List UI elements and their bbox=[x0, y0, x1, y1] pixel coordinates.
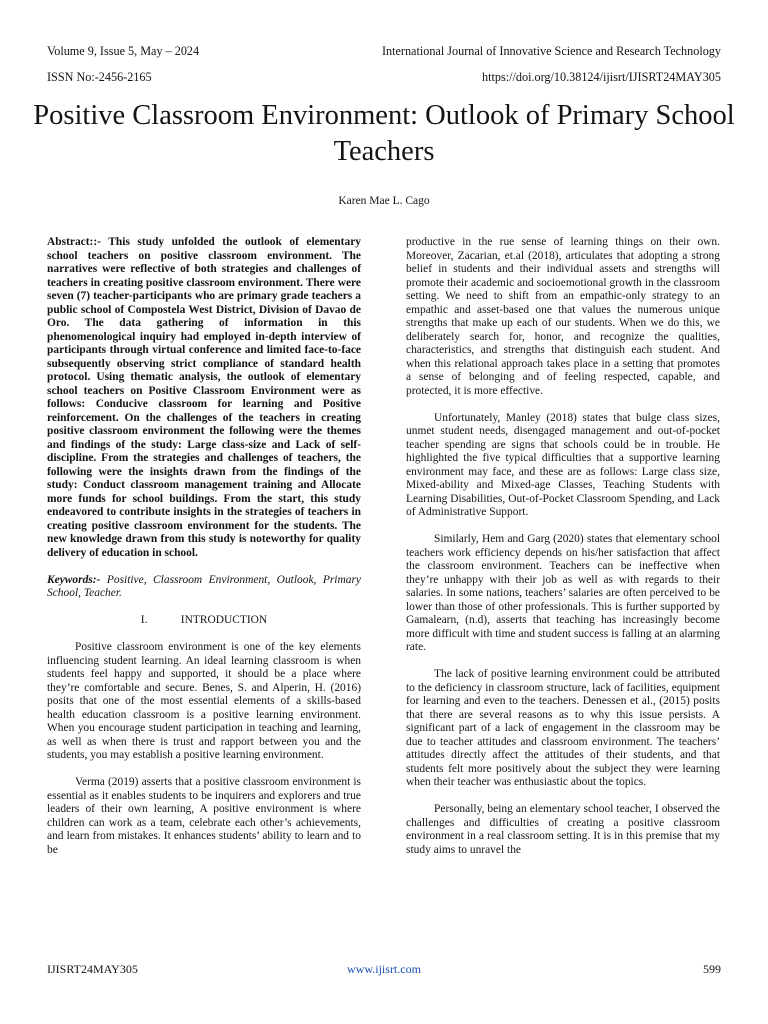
abstract bbox=[47, 236, 361, 560]
body-paragraph: Personally, being an elementary school teacher, I observed the challenges and difficulties of creating a positive classroom environment in a real classroom setting. It is in this premise that my study aims to unravel the bbox=[406, 803, 720, 856]
right-column bbox=[406, 236, 720, 857]
page-number: 599 bbox=[703, 962, 721, 976]
left-column bbox=[47, 236, 361, 857]
section-title: INTRODUCTION bbox=[180, 614, 268, 626]
section-heading bbox=[47, 614, 361, 628]
abstract-text: This study unfolded the outlook of elementary school teachers on positive classroom environment. The narratives were reflective of both strategies and challenges of teachers in creating positive classroom environment. There were seven (7) teacher-participants who are primary grade teachers a public school of Compostela West District, Division of Davao de Oro. The data gathering of information in this phenomenological inquiry had employed in-depth interview of participants through virtual conference and limited face-to-face subsequently observing strict compliance of standard health protocol. Using thematic analysis, the outlook of elementary school teachers on Positive Classroom Environment were as follows: Conducive classroom for learning and Positive reinforcement. On the challenges of the teachers in creating positive classroom environment the following were the themes and findings of the study: Large class-size and Lack of self-discipline. From the strategies and challenges of teachers, the following were the insights drawn from the findings of the study: Conduct classroom management training and Allocate more funds for school buildings. From the start, this study endeavored to contribute insights in the strategies of teachers in creating positive classroom environment for the students. The new knowledge drawn from this study is noteworthy for quality delivery of education in school. bbox=[47, 236, 361, 559]
body-paragraph: Positive classroom environment is one of the key elements influencing student learning. An ideal learning classroom is when students feel happy and supported, it should be a place where they’re comfortable and secure. Benes, S. and Alperin, H. (2016) posits that one of the most essential elements of a skills-based health education classroom is a positive learning environment. When you encourage student participation in teaching and learning, as well as when there is trust and rapport between you and the students, you may establish a positive learning environment. bbox=[47, 641, 361, 761]
keywords-label: Keywords:- bbox=[47, 573, 101, 586]
body-paragraph: productive in the rue sense of learning things on their own. Moreover, Zacarian, et.al (2018), articulates that adopting a strong belief in students and their individual assets and strengths will promote their academic and socioemotional growth in the classroom setting. We need to shift from an empathic-only strategy to an empathic and asset-based one that values the numerous unique strengths that make up each of our students. When we do this, we deliberately search for, honor, and recognize the qualities, characteristics, and strengths that distinguish each student. And when this relational approach takes place in a setting that promotes a sense of belonging and of feeling respected, capable, and protected, it is more effective. bbox=[406, 236, 720, 397]
journal-name: International Journal of Innovative Science and Research Technology bbox=[381, 44, 721, 58]
doi-link[interactable]: https://doi.org/10.38124/ijisrt/IJISRT24MAY305 bbox=[482, 70, 721, 84]
body-paragraph: Similarly, Hem and Garg (2020) states that elementary school teachers work efficiency depends on his/her satisfaction that affect the classroom environment. Teachers can be ineffective when they’re unhappy with their job as well as with regards to their salaries. In some nations, teachers’ salaries are often perceived to be lower than those of other professionals. This is further supported by Gamalearn, (n.d), asserts that teaching has increasingly become more difficult with time and student success is falling at an alarming rate. bbox=[406, 533, 720, 653]
author-name: Karen Mae L. Cago bbox=[338, 195, 430, 207]
footer-website-link[interactable]: www.ijisrt.com bbox=[347, 962, 421, 976]
keywords-text: Positive, Classroom Environment, Outlook, Primary School, Teacher. bbox=[47, 573, 361, 599]
footer-paper-id: IJISRT24MAY305 bbox=[47, 962, 138, 976]
body-paragraph: Unfortunately, Manley (2018) states that bulge class sizes, unmet student needs, disengaged management and out-of-pocket teacher spending are signs that schools could be in trouble. He highlighted the five typical difficulties that a supportive learning environment may face, and these are as follows: Large class size, Mixed-ability and Mixed-age Classes, Teaching Students with Learning Disabilities, Out-of-Pocket Classroom Spending, and Lack of Administrative Support. bbox=[406, 411, 720, 518]
keywords bbox=[47, 574, 361, 601]
abstract-label: Abstract::- bbox=[47, 236, 101, 248]
paper-title: Positive Classroom Environment: Outlook of Primary School Teachers bbox=[33, 100, 735, 167]
body-paragraph: Verma (2019) asserts that a positive classroom environment is essential as it enables students to be inquirers and explorers and true leaders of their own learning, A positive environment is where children can work as a team, celebrate each other’s achievements, and learn from mistakes. It enhances students’ ability to learn and to be bbox=[47, 776, 361, 856]
issn: ISSN No:-2456-2165 bbox=[47, 70, 152, 84]
body-paragraph: The lack of positive learning environment could be attributed to the deficiency in classroom structure, lack of facilities, equipment for learning and even to the teachers. Denessen et al., (2015) posits that there are several reasons as to why this issue persists. A significant part of a lack of engagement in the classroom may be due to teacher attitudes and classroom environment. The teachers’ attitudes directly affect the attitudes of their students, and that students felt more positively about the subject they were learning when their teacher was enthusiastic about the topics. bbox=[406, 668, 720, 788]
section-number: I. bbox=[140, 614, 148, 626]
volume-issue: Volume 9, Issue 5, May – 2024 bbox=[47, 44, 200, 58]
